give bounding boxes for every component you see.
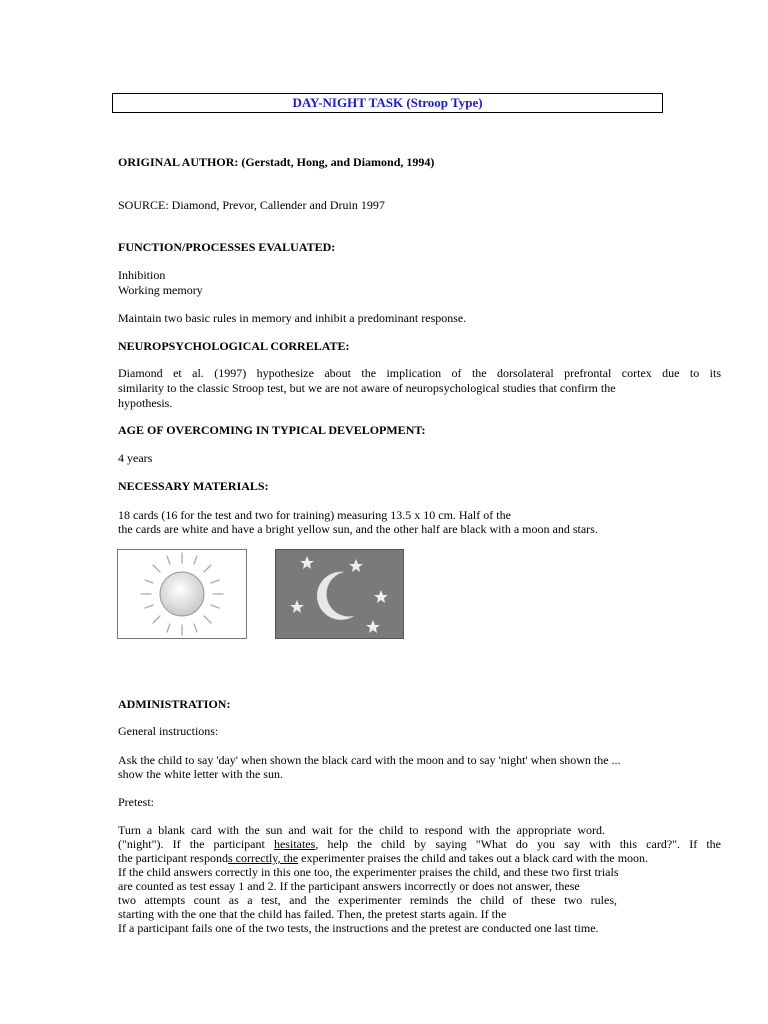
pretest-text: s correctly, the xyxy=(227,851,299,865)
materials-line: 18 cards (16 for the test and two for training) measuring 13.5 x 10 cm. Half of the xyxy=(118,508,511,522)
pretest-line: two attempts count as a test, and the experimenter reminds the child of these two rules, xyxy=(118,893,617,907)
moon-card-image xyxy=(275,549,404,639)
pretest-line: are counted as test essay 1 and 2. If the participant answers incorrectly or does not answer, these xyxy=(118,879,580,893)
document-title: DAY-NIGHT TASK (Stroop Type) xyxy=(112,93,663,113)
neuro-paragraph-line: Diamond et al. (1997) hypothesize about the implication of the dorsolateral prefrontal cortex due to its xyxy=(118,366,721,380)
pretest-line: If a participant fails one of the two tests, the instructions and the pretest are conducted one last time. xyxy=(118,921,599,935)
sun-card-image xyxy=(117,549,247,639)
pretest-text: hesitates xyxy=(273,837,316,851)
general-instructions-line: show the white letter with the sun. xyxy=(118,767,283,781)
age-heading: AGE OF OVERCOMING IN TYPICAL DEVELOPMENT: xyxy=(118,423,426,437)
pretest-text: the participant respond xyxy=(118,851,228,865)
neuro-paragraph-line: similarity to the classic Stroop test, but we are not aware of neuropsychological studies that confirm the xyxy=(118,381,616,395)
source-line: SOURCE: Diamond, Prevor, Callender and Druin 1997 xyxy=(118,198,385,212)
materials-heading: NECESSARY MATERIALS: xyxy=(118,479,269,493)
sun-icon xyxy=(118,550,246,638)
pretest-line xyxy=(118,837,721,851)
moon-and-stars-icon xyxy=(276,550,403,638)
general-instructions-heading: General instructions: xyxy=(118,724,219,738)
pretest-text: ("night"). If the participant xyxy=(118,837,274,851)
pretest-text: experimenter praises the child and takes out a black card with the moon. xyxy=(298,851,649,865)
pretest-line xyxy=(118,851,648,865)
pretest-line: If the child answers correctly in this one too, the experimenter praises the child, and these two first trials xyxy=(118,865,619,879)
neuro-heading: NEUROPSYCHOLOGICAL CORRELATE: xyxy=(118,339,350,353)
function-heading: FUNCTION/PROCESSES EVALUATED: xyxy=(118,240,336,254)
original-author: ORIGINAL AUTHOR: (Gerstadt, Hong, and Diamond, 1994) xyxy=(118,155,435,169)
pretest-text: , help the child by saying "What do you say with this card?". If the xyxy=(315,837,721,851)
pretest-line: Turn a blank card with the sun and wait for the child to respond with the appropriate word. xyxy=(118,823,605,837)
pretest-line: starting with the one that the child has failed. Then, the pretest starts again. If the xyxy=(118,907,507,921)
pretest-heading: Pretest: xyxy=(118,795,154,809)
general-instructions-line: Ask the child to say 'day' when shown the black card with the moon and to say 'night' when shown the ... xyxy=(118,753,621,767)
administration-heading: ADMINISTRATION: xyxy=(118,697,231,711)
materials-line: the cards are white and have a bright yellow sun, and the other half are black with a moon and stars. xyxy=(118,522,598,536)
neuro-paragraph-line: hypothesis. xyxy=(118,396,173,410)
function-item: Working memory xyxy=(118,283,203,297)
function-description: Maintain two basic rules in memory and inhibit a predominant response. xyxy=(118,311,467,325)
age-value: 4 years xyxy=(118,451,153,465)
function-item: Inhibition xyxy=(118,268,166,282)
